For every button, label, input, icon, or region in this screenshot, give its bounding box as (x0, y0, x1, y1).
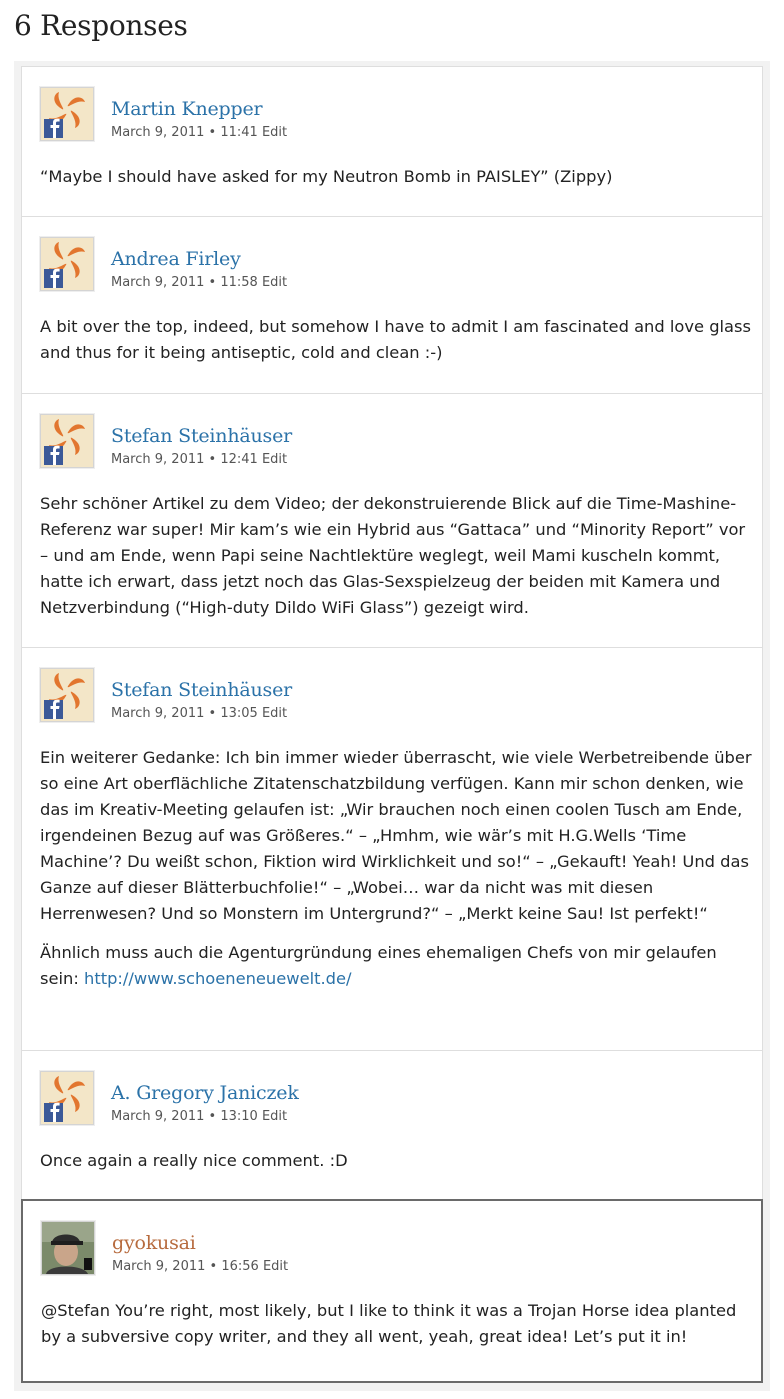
comment-author-link[interactable]: Stefan Steinhäuser (111, 679, 293, 701)
comment-meta (111, 705, 287, 723)
comment-author-link[interactable]: Martin Knepper (111, 98, 263, 120)
comment-body (41, 1298, 757, 1363)
comment-paragraph: Sehr schöner Artikel zu dem Video; der dekonstruierende Blick auf die Time-Mashine-Referenz war super! Mir kam’s wie ein Hybrid aus “Gattaca” und “Minority Report” vor – und am Ende, wenn Papi seine Nachtlektüre weglegt, weil Mami kuscheln kommt, hatte ich erwart, dass jetzt noch das Glas-Sexspielzeug der beiden mit Kamera und Netzverbindung (“High-duty Dildo WiFi Glass”) gezeigt wird. (40, 494, 746, 617)
comment-meta (112, 1258, 288, 1276)
comment-paragraph: Once again a really nice comment. :D (40, 1151, 348, 1170)
comment-body (40, 491, 756, 634)
comment-edit-link[interactable]: Edit (261, 706, 288, 721)
facebook-default-avatar-icon (40, 87, 94, 141)
comment-body (40, 745, 756, 1005)
comment-item (21, 647, 763, 1051)
comment-author-link[interactable]: A. Gregory Janiczek (111, 1082, 299, 1104)
comment-edit-link[interactable]: Edit (261, 1109, 288, 1124)
comment-edit-link[interactable]: Edit (261, 452, 288, 467)
comment-edit-link[interactable]: Edit (261, 275, 288, 290)
comment-item-highlighted (21, 1199, 763, 1383)
comment-date-link[interactable]: March 9, 2011 • 11:41 (111, 125, 258, 140)
comment-date-link[interactable]: March 9, 2011 • 13:10 (111, 1109, 258, 1124)
comment-item (21, 393, 763, 648)
facebook-default-avatar-icon (40, 237, 94, 291)
comment-author-link[interactable]: gyokusai (112, 1232, 196, 1254)
comment-date-link[interactable]: March 9, 2011 • 16:56 (112, 1259, 259, 1274)
comment-edit-link[interactable]: Edit (262, 1259, 289, 1274)
comment-paragraph: “Maybe I should have asked for my Neutron Bomb in PAISLEY” (Zippy) (40, 167, 613, 186)
comment-body (40, 164, 756, 203)
comment-meta (111, 451, 287, 469)
comments-heading: 6 Responses (14, 9, 188, 42)
comment-author-link[interactable]: Stefan Steinhäuser (111, 425, 293, 447)
comment-paragraph: @Stefan You’re right, most likely, but I like to think it was a Trojan Horse idea planted by a subversive copy writer, and they all went, yeah, great idea! Let’s put it in! (41, 1301, 737, 1346)
comment-date-link[interactable]: March 9, 2011 • 12:41 (111, 452, 258, 467)
comment-item (21, 1050, 763, 1201)
comment-paragraph: Ähnlich muss auch die Agenturgründung eines ehemaligen Chefs von mir gelaufen sein: http://www.schoeneneuewelt.de/ (40, 943, 717, 988)
facebook-default-avatar-icon (40, 1071, 94, 1125)
comment-meta (111, 1108, 287, 1126)
comment-edit-link[interactable]: Edit (261, 125, 288, 140)
comment-date-link[interactable]: March 9, 2011 • 11:58 (111, 275, 258, 290)
comment-date-link[interactable]: March 9, 2011 • 13:05 (111, 706, 258, 721)
comment-body (40, 1148, 756, 1187)
user-photo-avatar-icon (41, 1221, 95, 1275)
facebook-default-avatar-icon (40, 414, 94, 468)
comment-body-link[interactable]: http://www.schoeneneuewelt.de/ (84, 969, 352, 988)
comment-meta (111, 124, 287, 142)
comment-body (40, 314, 756, 379)
comment-item (21, 66, 763, 217)
comment-list (14, 61, 770, 1391)
comment-author-link[interactable]: Andrea Firley (111, 248, 241, 270)
comment-paragraph: A bit over the top, indeed, but somehow I have to admit I am fascinated and love glass and thus for it being antiseptic, cold and clean :-) (40, 317, 751, 362)
comment-item (21, 216, 763, 394)
comment-paragraph: Ein weiterer Gedanke: Ich bin immer wieder überrascht, wie viele Werbetreibende über so eine Art oberflächliche Zitatenschatzbildung verfügen. Kann mir schon denken, wie das im Kreativ-Meeting gelaufen ist: „Wir brauchen noch einen coolen Tusch am Ende, irgendeinen Bezug auf was Größeres.“ – „Hmhm, wie wär’s mit H.G.Wells ‘Time Machine’? Du weißt schon, Fiktion wird Wirklichkeit und so!“ – „Gekauft! Yeah! Und das Ganze auf dieser Blätterbuchfolie!“ – „Wobei… war da nicht was mit diesen Herrenwesen? Und so Monstern im Untergrund?“ – „Merkt keine Sau! Ist perfekt!“ (40, 748, 752, 923)
facebook-default-avatar-icon (40, 668, 94, 722)
comment-meta (111, 274, 287, 292)
